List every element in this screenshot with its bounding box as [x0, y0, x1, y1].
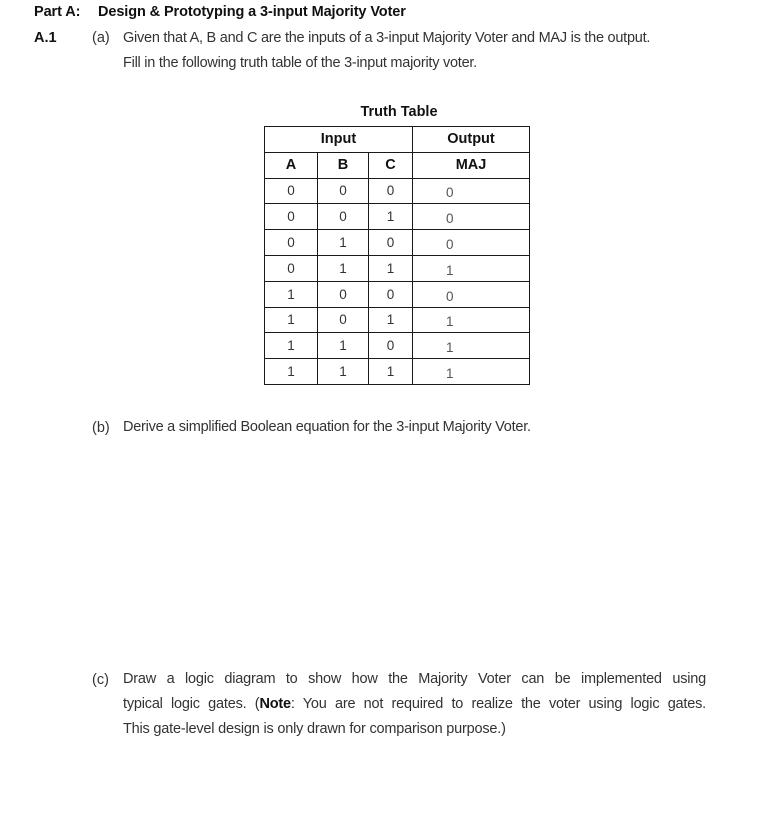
part-b	[92, 419, 531, 437]
cell-a: 1	[265, 333, 318, 359]
question-number: A.1	[34, 30, 57, 46]
output-group-header: Output	[413, 127, 530, 153]
group-header-row	[265, 127, 530, 153]
column-header-c: C	[369, 152, 413, 178]
column-header-a: A	[265, 152, 318, 178]
cell-b: 0	[318, 204, 369, 230]
cell-maj[interactable]	[413, 230, 530, 256]
column-header-row	[265, 152, 530, 178]
column-header-b: B	[318, 152, 369, 178]
cell-a: 1	[265, 359, 318, 385]
cell-maj-value: 0	[446, 237, 454, 253]
cell-b: 1	[318, 333, 369, 359]
cell-maj[interactable]	[413, 281, 530, 307]
table-row	[265, 359, 530, 385]
table-row	[265, 255, 530, 281]
table-row	[265, 281, 530, 307]
note-label: Note	[259, 696, 291, 712]
cell-c: 0	[369, 333, 413, 359]
table-row	[265, 230, 530, 256]
cell-c: 1	[369, 204, 413, 230]
cell-c: 1	[369, 307, 413, 333]
cell-maj-value: 0	[446, 185, 454, 201]
cell-maj[interactable]	[413, 333, 530, 359]
part-c-text-line1: Draw a logic diagram to show how the Majority Voter can be implemented using	[123, 671, 706, 687]
part-c-line2-post: : You are not required to realize the voter using logic gates.	[290, 696, 706, 712]
part-c-label: (c)	[92, 672, 109, 688]
table-row	[265, 178, 530, 204]
input-group-header: Input	[265, 127, 413, 153]
cell-b: 0	[318, 307, 369, 333]
cell-c: 0	[369, 281, 413, 307]
truth-table	[264, 126, 530, 385]
part-c-text-line3: This gate-level design is only drawn for comparison purpose.)	[123, 721, 506, 737]
part-title: Design & Prototyping a 3-input Majority Voter	[98, 4, 406, 20]
cell-maj-value: 1	[446, 262, 454, 278]
truth-table-caption: Truth Table	[360, 104, 438, 120]
part-c	[92, 671, 706, 737]
cell-maj[interactable]	[413, 307, 530, 333]
cell-a: 0	[265, 204, 318, 230]
cell-a: 0	[265, 255, 318, 281]
cell-b: 0	[318, 281, 369, 307]
part-c-text-line2	[123, 696, 706, 712]
cell-maj-value: 0	[446, 211, 454, 227]
cell-b: 1	[318, 230, 369, 256]
table-row	[265, 204, 530, 230]
part-a-text-line2: Fill in the following truth table of the 3-input majority voter.	[123, 55, 477, 71]
cell-maj[interactable]	[413, 204, 530, 230]
cell-c: 1	[369, 255, 413, 281]
part-a-text-line1: Given that A, B and C are the inputs of a 3-input Majority Voter and MAJ is the output.	[123, 30, 651, 46]
part-a-label: (a)	[92, 30, 110, 46]
cell-a: 1	[265, 281, 318, 307]
cell-b: 1	[318, 359, 369, 385]
cell-maj[interactable]	[413, 178, 530, 204]
table-row	[265, 307, 530, 333]
part-c-line2-pre: typical logic gates. (	[123, 696, 260, 712]
cell-a: 0	[265, 230, 318, 256]
cell-b: 1	[318, 255, 369, 281]
cell-a: 1	[265, 307, 318, 333]
cell-c: 0	[369, 230, 413, 256]
cell-maj-value: 1	[446, 314, 454, 330]
part-label: Part A:	[34, 4, 81, 20]
cell-c: 1	[369, 359, 413, 385]
table-row	[265, 333, 530, 359]
part-b-text: Derive a simplified Boolean equation for the 3-input Majority Voter.	[123, 419, 531, 435]
cell-maj-value: 0	[446, 288, 454, 304]
cell-b: 0	[318, 178, 369, 204]
part-heading	[34, 4, 406, 20]
cell-maj-value: 1	[446, 366, 454, 382]
cell-maj-value: 1	[446, 340, 454, 356]
cell-maj[interactable]	[413, 359, 530, 385]
column-header-maj: MAJ	[413, 152, 530, 178]
part-b-label: (b)	[92, 420, 110, 436]
cell-maj[interactable]	[413, 255, 530, 281]
cell-c: 0	[369, 178, 413, 204]
cell-a: 0	[265, 178, 318, 204]
